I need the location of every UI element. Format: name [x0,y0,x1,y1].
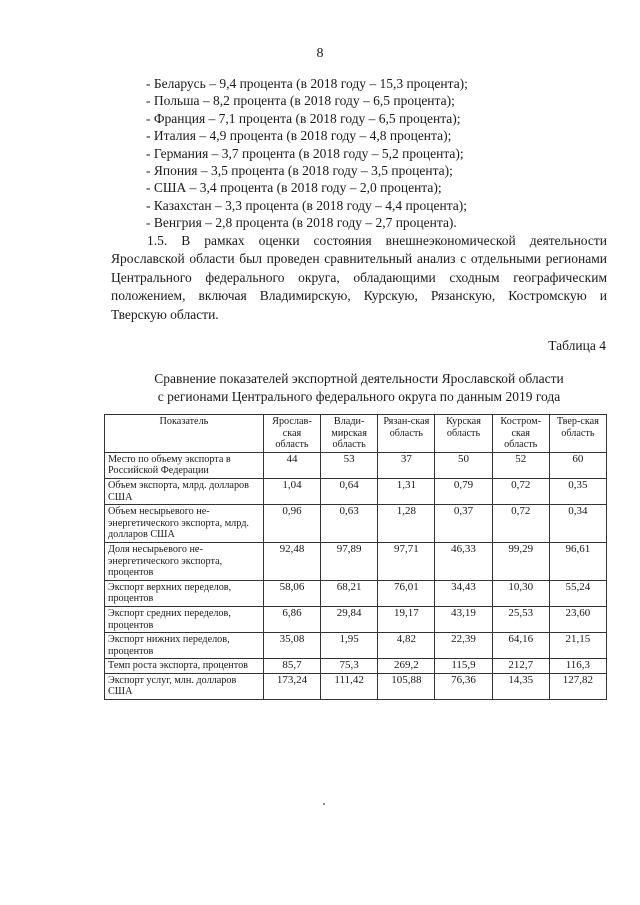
table-cell: 37 [378,452,435,478]
table-cell: 34,43 [435,580,492,606]
table-cell: 68,21 [321,580,378,606]
scan-speck [323,803,325,805]
list-item: - Италия – 4,9 процента (в 2018 году – 4,8 процента); [146,128,452,144]
table-cell: 76,36 [435,673,492,699]
table-cell: 99,29 [492,542,549,580]
row-label: Место по объему экспорта в Российской Федерации [105,452,264,478]
table-cell: 43,19 [435,606,492,632]
table-row [105,633,607,659]
table-cell: 46,33 [435,542,492,580]
row-label: Доля несырьевого не-энергетического экспорта, процентов [105,542,264,580]
table-cell: 1,95 [321,633,378,659]
table-cell: 85,7 [263,659,320,674]
table-cell: 29,84 [321,606,378,632]
row-label: Объем экспорта, млрд. долларов США [105,478,264,504]
column-header: Ярослав-ская область [263,415,320,453]
list-item: - Япония – 3,5 процента (в 2018 году – 3,5 процента); [146,163,453,179]
table-cell: 4,82 [378,633,435,659]
table-cell: 0,72 [492,505,549,543]
table-cell: 173,24 [263,673,320,699]
table-cell: 116,3 [549,659,606,674]
table-row [105,659,607,674]
row-label: Экспорт нижних переделов, процентов [105,633,264,659]
table-cell: 212,7 [492,659,549,674]
table-cell: 0,34 [549,505,606,543]
table-header-row [105,415,607,453]
country-share-list [146,75,468,232]
table-cell: 21,15 [549,633,606,659]
page-number: 8 [316,46,324,61]
table-cell: 58,06 [263,580,320,606]
table-cell: 55,24 [549,580,606,606]
table-title-line: с регионами Центрального федерального округа по данным 2019 года [157,388,561,404]
analysis-paragraph: 1.5. В рамках оценки состояния внешнеэкономической деятельности Ярославской области был проведен сравнительный анализ с отдельными регионами Центрального федерального округа, обладающими сходным географическим положением, включая Владимирскую, Курскую, Рязанскую, Костромскую и Тверскую области. [111,233,607,322]
table-row [105,505,607,543]
column-header: Показатель [105,415,264,453]
row-label: Экспорт средних переделов, процентов [105,606,264,632]
table-cell: 97,89 [321,542,378,580]
export-comparison-table [104,414,607,700]
table-cell: 76,01 [378,580,435,606]
table-cell: 35,08 [263,633,320,659]
table-cell: 105,88 [378,673,435,699]
table-row [105,606,607,632]
table-cell: 0,96 [263,505,320,543]
table-row [105,580,607,606]
column-header: Твер-ская область [549,415,606,453]
table-cell: 0,79 [435,478,492,504]
row-label: Экспорт верхних переделов, процентов [105,580,264,606]
table-title-line: Сравнение показателей экспортной деятельности Ярославской области [154,371,564,386]
table-cell: 0,72 [492,478,549,504]
table-cell: 6,86 [263,606,320,632]
column-header: Костром-ская область [492,415,549,453]
table-label: Таблица 4 [548,338,606,353]
table-cell: 127,82 [549,673,606,699]
table-row [105,452,607,478]
row-label: Экспорт услуг, млн. долларов США [105,673,264,699]
list-item: - Казахстан – 3,3 процента (в 2018 году – 4,4 процента); [146,197,468,213]
table-cell: 92,48 [263,542,320,580]
table-cell: 60 [549,452,606,478]
table-row [105,542,607,580]
table-cell: 1,04 [263,478,320,504]
table-row [105,673,607,699]
table-cell: 50 [435,452,492,478]
table-cell: 22,39 [435,633,492,659]
table-cell: 14,35 [492,673,549,699]
table-cell: 44 [263,452,320,478]
table-cell: 1,28 [378,505,435,543]
table-cell: 1,31 [378,478,435,504]
list-item: - Польша – 8,2 процента (в 2018 году – 6,5 процента); [146,93,455,109]
table-cell: 96,61 [549,542,606,580]
table-title [111,370,607,405]
column-header: Курская область [435,415,492,453]
table-cell: 64,16 [492,633,549,659]
list-item: - Венгрия – 2,8 процента (в 2018 году – 2,7 процента). [146,215,457,231]
table-cell: 0,63 [321,505,378,543]
table-cell: 269,2 [378,659,435,674]
table-cell: 97,71 [378,542,435,580]
list-item: - Беларусь – 9,4 процента (в 2018 году – 15,3 процента); [146,76,468,91]
table-cell: 111,42 [321,673,378,699]
table-cell: 0,37 [435,505,492,543]
table-cell: 75,3 [321,659,378,674]
row-label: Объем несырьевого не-энергетического экспорта, млрд. долларов США [105,505,264,543]
table-cell: 10,30 [492,580,549,606]
list-item: - США – 3,4 процента (в 2018 году – 2,0 процента); [146,180,442,196]
list-item: - Германия – 3,7 процента (в 2018 году – 5,2 процента); [146,145,464,161]
table-cell: 52 [492,452,549,478]
table-cell: 0,64 [321,478,378,504]
table-cell: 25,53 [492,606,549,632]
column-header: Влади-мирская область [321,415,378,453]
table-cell: 53 [321,452,378,478]
row-label: Темп роста экспорта, процентов [105,659,264,674]
list-item: - Франция – 7,1 процента (в 2018 году – 6,5 процента); [146,110,461,126]
table-cell: 0,35 [549,478,606,504]
column-header: Рязан-ская область [378,415,435,453]
table-row [105,478,607,504]
table-cell: 115,9 [435,659,492,674]
table-cell: 19,17 [378,606,435,632]
table-cell: 23,60 [549,606,606,632]
